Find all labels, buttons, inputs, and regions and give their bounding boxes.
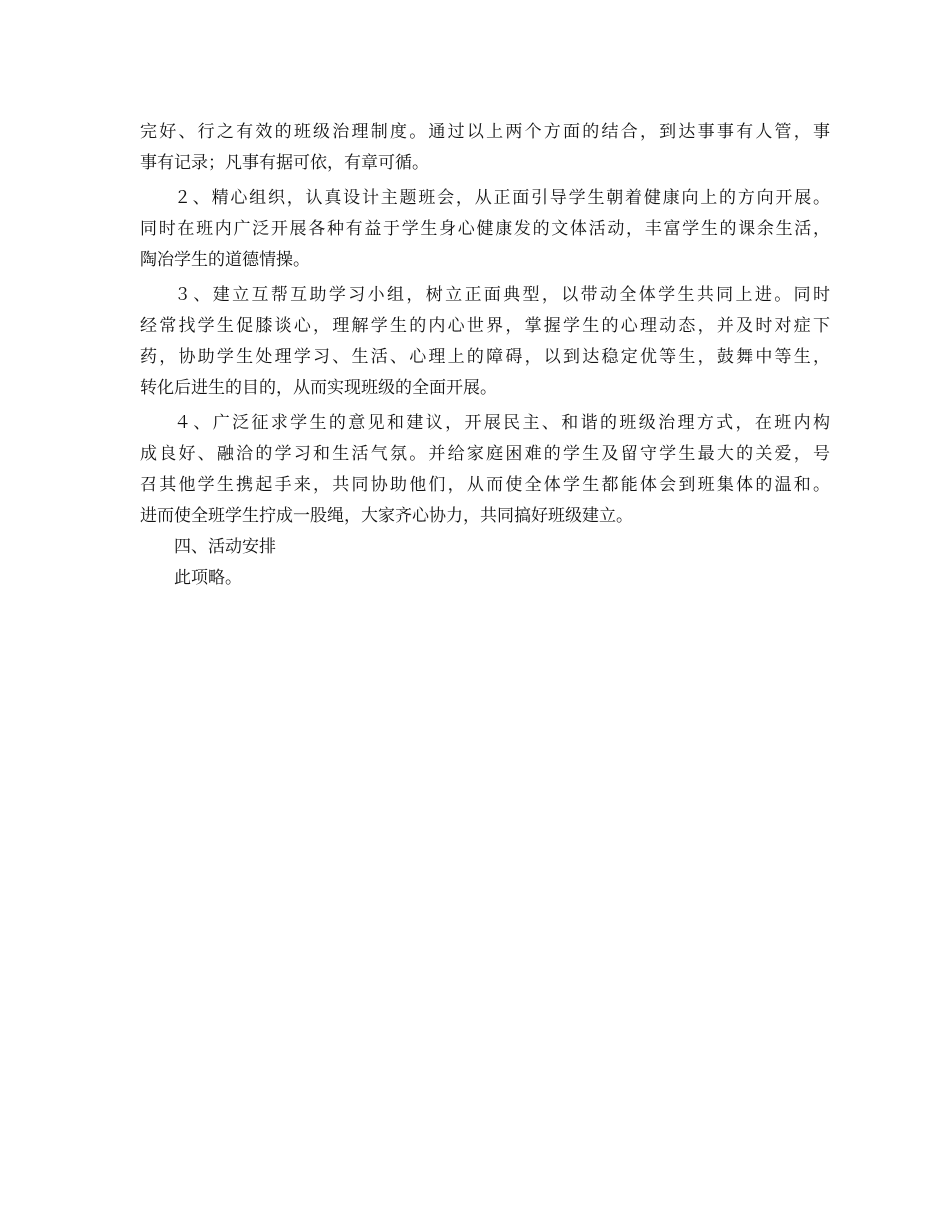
section-heading: 四、活动安排 xyxy=(174,537,276,557)
list-item-3-line: ３、建立互帮互助学习小组，树立正面典型，以带动全体学生共同上进。同时 xyxy=(174,285,830,305)
list-item-4-line: ４、广泛征求学生的意见和建议，开展民主、和谐的班级治理方式，在班内构 xyxy=(174,413,830,433)
paragraph-line: 召其他学生携起手来，共同协助他们，从而使全体学生都能体会到班集体的温和。 xyxy=(140,475,830,495)
paragraph-line: 经常找学生促膝谈心，理解学生的内心世界，掌握学生的心理动态，并及时对症下 xyxy=(140,316,830,336)
paragraph-line: 陶冶学生的道德情操。 xyxy=(140,250,310,270)
paragraph-line: 成良好、融洽的学习和生活气氛。并给家庭困难的学生及留守学生最大的关爱，号 xyxy=(140,444,830,464)
paragraph-line: 转化后进生的目的，从而实现班级的全面开展。 xyxy=(140,378,497,398)
list-item-2-line: ２、精心组织，认真设计主题班会，从正面引导学生朝着健康向上的方向开展。 xyxy=(174,188,830,208)
paragraph-line: 事有记录；凡事有据可依，有章可循。 xyxy=(140,153,429,173)
document-body xyxy=(140,117,830,594)
paragraph-line: 进而使全班学生拧成一股绳，大家齐心协力，共同搞好班级建立。 xyxy=(140,506,633,526)
paragraph-line: 药，协助学生处理学习、生活、心理上的障碍，以到达稳定优等生，鼓舞中等生， xyxy=(140,347,830,367)
paragraph-line: 完好、行之有效的班级治理制度。通过以上两个方面的结合，到达事事有人管，事 xyxy=(140,122,830,142)
section-body: 此项略。 xyxy=(174,568,242,588)
paragraph-line: 同时在班内广泛开展各种有益于学生身心健康发的文体活动，丰富学生的课余生活， xyxy=(140,219,830,239)
